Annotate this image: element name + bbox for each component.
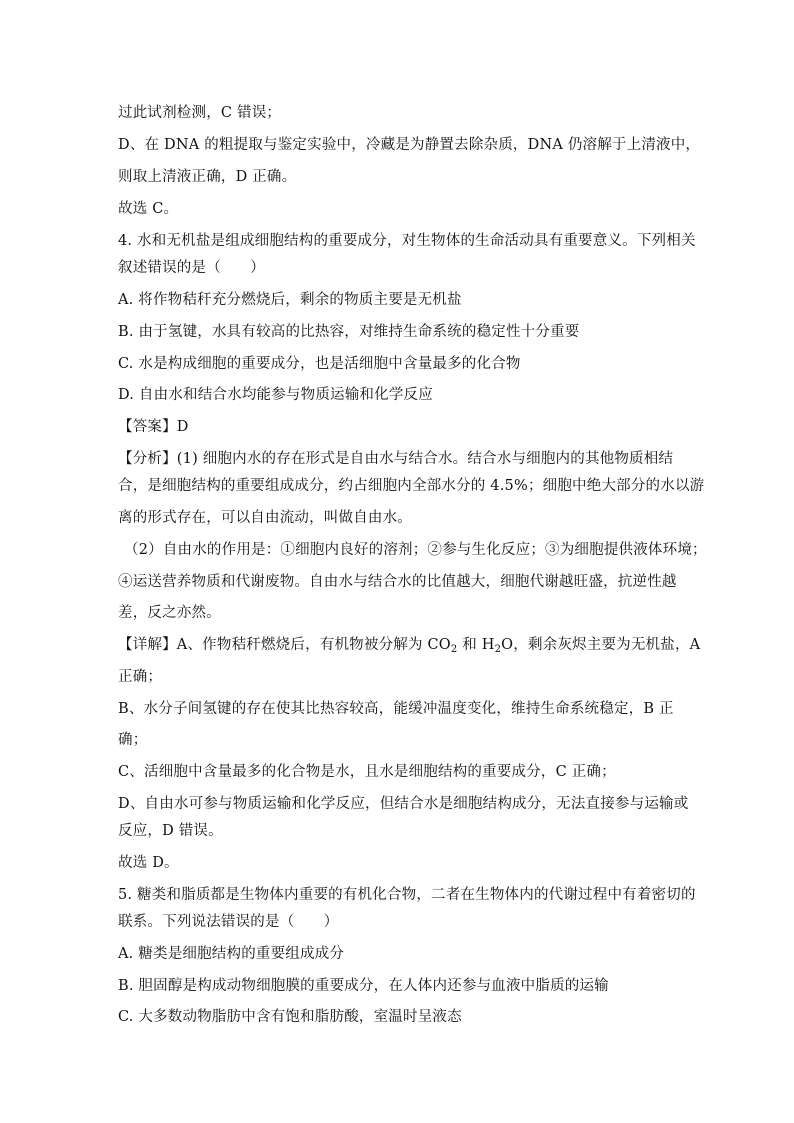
option-b: B. 胆固醇是构成动物细胞膜的重要成分，在人体内还参与血液中脂质的运输 [118,978,609,994]
option-d: D. 自由水和结合水均能参与物质运输和化学反应 [118,387,433,403]
option-b: B. 由于氢键，水具有较高的比热容，对维持生命系统的稳定性十分重要 [118,324,580,340]
text-line: 故选 C。 [118,201,179,217]
detail-part: O，剩余灰烬主要为无机盐，A [501,637,701,653]
question-5-stem: 5. 糖类和脂质都是生物体内重要的有机化合物，二者在生物体内的代谢过程中有着密切的 [118,887,696,903]
detail-text [118,635,701,655]
option-a: A. 将作物秸秆充分燃烧后，剩余的物质主要是无机盐 [118,292,462,308]
detail-text: D、自由水可参与物质运输和化学反应，但结合水是细胞结构成分，无法直接参与运输或 [118,796,689,812]
option-c: C. 水是构成细胞的重要成分，也是活细胞中含量最多的化合物 [118,356,521,372]
text-line: 故选 D。 [118,855,179,871]
detail-text: B、水分子间氢键的存在使其比热容较高，能缓冲温度变化，维持生命系统稳定，B 正 [118,701,674,717]
analysis-text: ④运送营养物质和代谢废物。自由水与结合水的比值越大，细胞代谢越旺盛，抗逆性越 [118,574,677,590]
question-4-stem: 4. 水和无机盐是组成细胞结构的重要成分，对生物体的生命活动具有重要意义。下列相关 [118,233,696,249]
subscript: 2 [450,644,458,655]
detail-part: 和 H [457,637,495,653]
detail-text: 正确； [118,669,163,685]
analysis-text: 合，是细胞结构的重要组成成分，约占细胞内全部水分的 4.5%；细胞中绝大部分的水以游 [118,478,705,494]
analysis-text: 【分析】(1) 细胞内水的存在形式是自由水与结合水。结合水与细胞内的其他物质相结 [118,451,674,467]
detail-text: C、活细胞中含量最多的化合物是水，且水是细胞结构的重要成分，C 正确； [118,764,616,780]
text-line: 过此试剂检测，C 错误； [118,105,282,121]
question-4-stem: 叙述错误的是（ ） [118,260,265,276]
text-line: D、在 DNA 的粗提取与鉴定实验中，冷藏是为静置去除杂质，DNA 仍溶解于上清液中， [118,137,701,153]
analysis-text: 离的形式存在，可以自由流动，叫做自由水。 [118,510,412,526]
analysis-text: （2）自由水的作用是：①细胞内良好的溶剂；②参与生化反应；③为细胞提供液体环境； [124,542,707,558]
question-5-stem: 联系。下列说法错误的是（ ） [118,914,339,930]
analysis-text: 差，反之亦然。 [118,605,221,621]
answer-label: 【答案】D [118,419,189,435]
option-c: C. 大多数动物脂肪中含有饱和脂肪酸，室温时呈液态 [118,1009,462,1025]
detail-part: 【详解】A、作物秸秆燃烧后，有机物被分解为 CO [118,637,451,653]
option-a: A. 糖类是细胞结构的重要组成成分 [118,946,345,962]
subscript: 2 [494,644,502,655]
detail-text: 确； [118,732,148,748]
detail-text: 反应，D 错误。 [118,823,223,839]
text-line: 则取上清液正确，D 正确。 [118,169,297,185]
